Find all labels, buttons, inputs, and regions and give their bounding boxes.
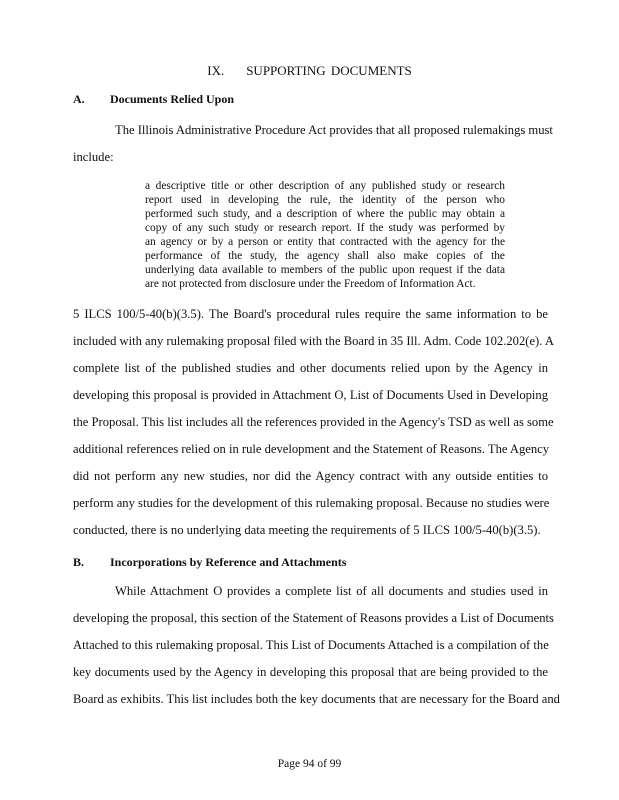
page-number: Page 94 of 99: [277, 758, 342, 770]
paragraph-line: While Attachment O provides a complete list of all documents and studies used in: [115, 584, 548, 598]
paragraph-line: The Illinois Administrative Procedure Act provides that all proposed rulemakings must: [115, 123, 553, 137]
paragraph-line: 5 ILCS 100/5-40(b)(3.5). The Board's procedural rules require the same information to be: [73, 307, 548, 321]
section-a-heading: Documents Relied Upon: [110, 92, 235, 106]
section-a-label: A.: [73, 92, 85, 106]
section-b-label: B.: [73, 555, 85, 569]
section-title: [0, 63, 619, 79]
paragraph-line: conducted, there is no underlying data meeting the requirements of 5 ILCS 100/5-40(b)(3.5).: [73, 523, 541, 537]
paragraph-line: perform any studies for the development of this rulemaking proposal. Because no studies were: [73, 496, 550, 510]
quote-line: performance of the study, the agency shall also make copies of the: [145, 250, 505, 262]
quote-line: report used in developing the rule, the identity of the person who: [145, 194, 505, 206]
paragraph-line: developing this proposal is provided in Attachment O, List of Documents Used in Developing: [73, 388, 548, 402]
section-title-text: SUPPORTING DOCUMENTS: [246, 63, 412, 78]
quote-line: underlying data available to members of the public upon request if the data: [145, 264, 505, 276]
quote-line: an agency or by a person or entity that contracted with the agency for the: [145, 236, 505, 248]
quote-line: are not protected from disclosure under the Freedom of Information Act.: [145, 278, 476, 290]
paragraph-line: key documents used by the Agency in developing this proposal that are being provided to the: [73, 665, 548, 679]
paragraph-line: Board as exhibits. This list includes both the key documents that are necessary for the Board and: [73, 692, 560, 706]
quote-line: copy of any such study or research report. If the study was performed by: [145, 222, 505, 234]
quote-line: a descriptive title or other description of any published study or research: [145, 180, 505, 192]
section-b-heading: Incorporations by Reference and Attachments: [110, 555, 347, 569]
paragraph-line: included with any rulemaking proposal filed with the Board in 35 Ill. Adm. Code 102.202(e). A: [73, 334, 554, 348]
quote-line: performed such study, and a description of where the public may obtain a: [145, 208, 505, 220]
paragraph-line: complete list of the published studies and other documents relied upon by the Agency in: [73, 361, 548, 375]
paragraph-line: did not perform any new studies, nor did the Agency contract with any outside entities to: [73, 469, 548, 483]
paragraph-line: Attached to this rulemaking proposal. This List of Documents Attached is a compilation of the: [73, 638, 549, 652]
paragraph-line: additional references relied on in rule development and the Statement of Reasons. The Agency: [73, 442, 550, 456]
paragraph-line: the Proposal. This list includes all the references provided in the Agency's TSD as well as some: [73, 415, 554, 429]
paragraph-line: developing the proposal, this section of the Statement of Reasons provides a List of Documents: [73, 611, 554, 625]
section-number: IX.: [207, 63, 225, 78]
paragraph-line: include:: [73, 150, 114, 164]
